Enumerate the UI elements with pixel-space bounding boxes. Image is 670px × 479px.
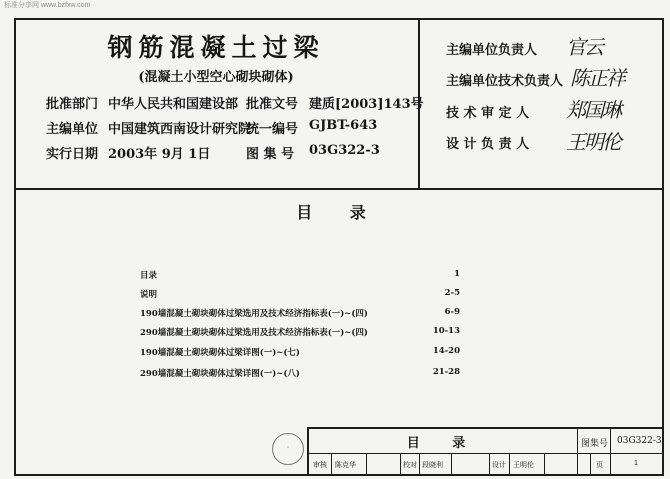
signature-chief-editor: 官云: [566, 35, 602, 59]
reviewer-name: 陈克华: [335, 462, 356, 469]
toc-entry: [140, 307, 460, 321]
review-label: 审核: [313, 462, 327, 469]
title-block-divider: [331, 454, 332, 476]
toc-entry-pages: 14-20: [432, 346, 460, 356]
editor-unit-value: 中国建筑西南设计研究院: [108, 122, 252, 137]
toc-entry: [140, 269, 460, 283]
role-design-lead: 设 计 负 责 人: [446, 137, 530, 152]
atlas-subtitle: (混凝土小型空心砌块砌体): [138, 70, 294, 85]
approval-doc-value: 建质[2003]143号: [309, 97, 424, 112]
toc-entry-pages: 21-28: [432, 367, 460, 377]
title-block-divider: [400, 454, 401, 476]
atlas-no-label-small: 图集号: [581, 439, 609, 449]
title-block-divider: [489, 454, 490, 476]
toc-entry-pages: 2-5: [444, 288, 460, 298]
effective-date-value: 2003年 9月 1日: [108, 147, 211, 162]
toc-entry-title: 290墙混凝土砌块砌体过梁详图(一)~(八): [140, 369, 300, 379]
atlas-no-value: 03G322-3: [309, 143, 380, 158]
atlas-no-small: 03G322-3: [617, 436, 662, 446]
title-block-divider: [544, 454, 545, 476]
role-chief-editor: 主编单位负责人: [446, 43, 538, 58]
toc-entry: [140, 288, 460, 302]
check-label: 校对: [403, 462, 417, 469]
title-block-divider: [610, 427, 611, 476]
page-label: 页: [596, 462, 603, 469]
title-block-divider: [509, 454, 510, 476]
certification-stamp: ○: [272, 433, 304, 465]
title-block-divider: [577, 427, 578, 476]
toc-entry-title: 说明: [140, 290, 158, 300]
designer-name: 王明伦: [513, 462, 534, 469]
toc-entry-title: 190墙混凝土砌块砌体过梁选用及技术经济指标表(一)~(四): [140, 309, 368, 319]
signature-tech-reviewer: 郑国琳: [566, 98, 620, 122]
watermark-text: 标准分享网 www.bzfxw.com: [4, 2, 91, 9]
toc-entry: [140, 326, 460, 340]
approval-dept-label: 批准部门: [46, 97, 99, 112]
title-block-divider: [366, 454, 367, 476]
role-tech-reviewer: 技 术 审 定 人: [446, 106, 530, 121]
effective-date-label: 实行日期: [46, 147, 99, 162]
toc-entry-pages: 1: [454, 269, 460, 279]
title-block-divider: [451, 454, 452, 476]
checker-name: 段晓利: [422, 462, 443, 469]
title-block-divider: [590, 454, 591, 476]
editor-unit-label: 主编单位: [46, 122, 99, 137]
toc-entry: [140, 367, 460, 381]
toc-entry-pages: 6-9: [444, 307, 460, 317]
atlas-no-label: 图 集 号: [246, 147, 295, 162]
toc-entry-title: 290墙混凝土砌块砌体过梁选用及技术经济指标表(一)~(四): [140, 328, 368, 338]
approval-dept-value: 中华人民共和国建设部: [108, 97, 239, 112]
design-label: 设计: [492, 462, 506, 469]
signature-design-lead: 王明伦: [566, 130, 620, 154]
toc-entry-title: 190墙混凝土砌块砌体过梁详图(一)~(七): [140, 348, 300, 358]
page-number: 1: [634, 460, 638, 467]
signature-tech-chief: 陈正祥: [570, 66, 624, 90]
unified-no-label: 统一编号: [246, 122, 299, 137]
toc-entry-title: 目录: [140, 271, 158, 281]
toc-entry-pages: 10-13: [432, 326, 460, 336]
title-block-divider: [419, 454, 420, 476]
sheet-title: 目 录: [406, 436, 480, 451]
toc-entry: [140, 346, 460, 360]
atlas-title: 钢筋混凝土过梁: [107, 33, 325, 62]
approval-doc-label: 批准文号: [246, 97, 299, 112]
toc-heading: 目 录: [296, 203, 382, 222]
unified-no-value: GJBT-643: [309, 118, 378, 133]
role-tech-chief: 主编单位技术负责人: [446, 74, 564, 89]
